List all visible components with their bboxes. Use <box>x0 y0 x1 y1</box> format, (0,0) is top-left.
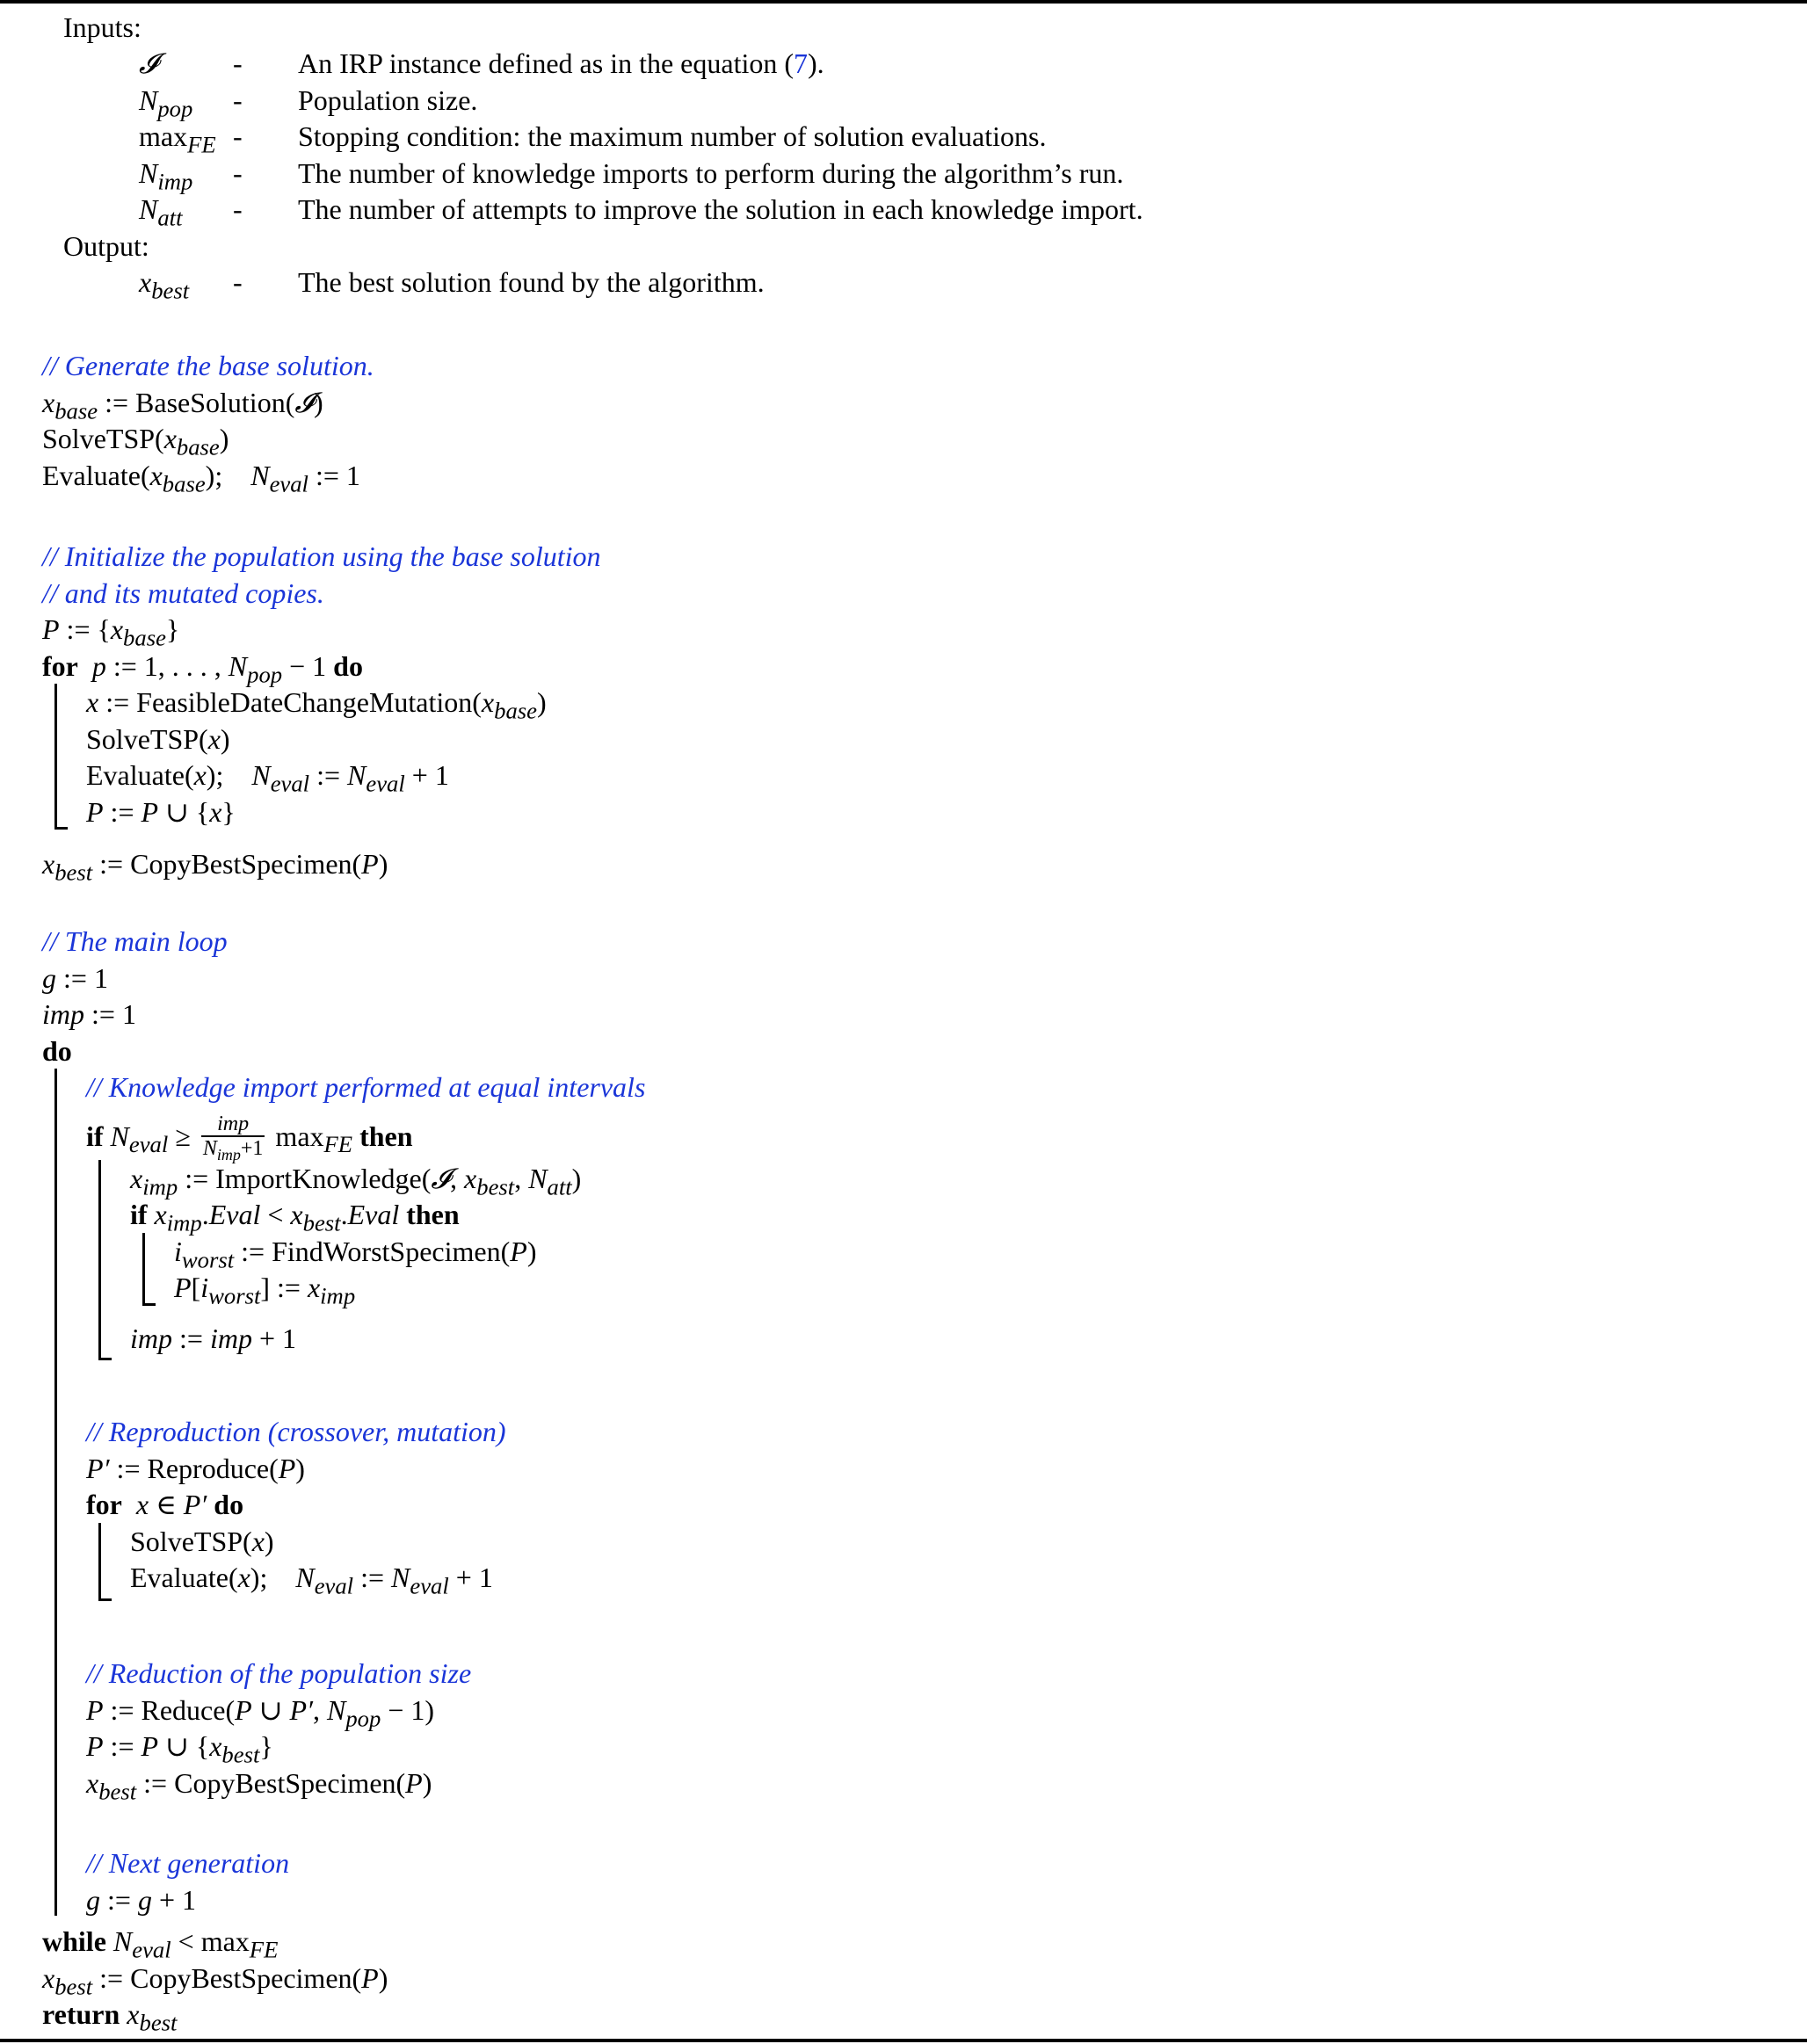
block-bar <box>98 1160 101 1360</box>
comment-knowledge-import: // Knowledge import performed at equal intervals <box>86 1071 646 1103</box>
param-desc: An IRP instance defined as in the equation (7). <box>298 47 824 79</box>
algo-line: Evaluate(x); $N_{eval}$ := $N_{eval} + 1$ <box>130 1562 493 1599</box>
algo-line: $P[i_{worst}]$ := $x_{imp}$ <box>174 1272 356 1309</box>
algo-line: $x_{best}$ := CopyBestSpecimen(P) <box>42 848 388 886</box>
algo-line: P′ := Reproduce(P) <box>86 1453 305 1484</box>
comment-init-population: // Initialize the population using the base solution <box>42 540 601 572</box>
algo-line: Evaluate(x); $N_{eval}$ := $N_{eval} + 1$ <box>86 759 449 797</box>
param-dash: - <box>233 47 243 79</box>
algo-line: $SolveTSP(x_{base})$ <box>42 423 229 460</box>
block-bar-end <box>54 827 68 830</box>
param-row: $N_{att}$ <box>139 193 183 231</box>
algo-line: $x_{imp}$ := ImportKnowledge(𝓘, $x_{best}$, $N_{att}$) <box>130 1163 582 1200</box>
output-label: Output: <box>63 230 149 262</box>
algo-line: do <box>42 1035 72 1067</box>
comment-reproduction: // Reproduction (crossover, mutation) <box>86 1416 506 1447</box>
param-row: $N_{imp}$ <box>139 157 193 195</box>
top-rule <box>0 0 1807 4</box>
block-bar <box>54 684 57 830</box>
algo-line: SolveTSP(x) <box>130 1526 274 1557</box>
algo-line: imp := 1 <box>42 998 136 1030</box>
param-row: $N_{pop}$ <box>139 84 193 122</box>
comment-base-solution: // Generate the base solution. <box>42 350 374 381</box>
equation-ref-link[interactable]: 7 <box>794 47 808 79</box>
algo-line: P := $\{x_{base}\}$ <box>42 613 180 651</box>
param-row: 𝓘 <box>139 47 158 79</box>
param-dash: - <box>233 84 243 116</box>
bottom-rule <box>0 2039 1807 2042</box>
algo-line: $i_{worst}$ := FindWorstSpecimen(P) <box>174 1236 537 1273</box>
param-desc: Population size. <box>298 84 478 116</box>
algo-line: g := g + 1 <box>86 1884 196 1916</box>
param-desc: Stopping condition: the maximum number of solution evaluations. <box>298 120 1047 152</box>
output-dash: - <box>233 266 243 298</box>
algo-line: $x_{base}$ := BaseSolution(𝓘) <box>42 387 323 424</box>
param-dash: - <box>233 157 243 189</box>
block-bar-end <box>142 1303 156 1306</box>
algo-line: P := P ∪ $\{x_{best}\}$ <box>86 1730 273 1768</box>
algo-line: P := P ∪ {x} <box>86 796 236 828</box>
algo-line: SolveTSP(x) <box>86 723 230 755</box>
algo-line: return $x_{best}$ <box>42 1998 178 2036</box>
param-dash: - <box>233 193 243 225</box>
algo-line: if $N_{eval}$ ≥ $\frac{\text{imp}}{N_{imp}+1}$ $\max_{FE}$ then <box>86 1113 413 1149</box>
comment-next-generation: // Next generation <box>86 1847 290 1879</box>
comment-reduction: // Reduction of the population size <box>86 1657 472 1689</box>
algo-line: g := 1 <box>42 962 108 994</box>
param-dash: - <box>233 120 243 152</box>
block-bar <box>142 1233 145 1306</box>
param-desc: The number of knowledge imports to perform during the algorithm’s run. <box>298 157 1124 189</box>
algo-line: imp := imp + 1 <box>130 1323 296 1354</box>
algo-line: for p := 1, . . . , $N_{pop} - 1$ do <box>42 650 363 688</box>
algo-line: for x ∈ P′ do <box>86 1489 244 1520</box>
algo-line: if $x_{imp}.Eval$ < $x_{best}.Eval$ then <box>130 1199 460 1236</box>
block-bar <box>98 1523 101 1601</box>
block-bar-end <box>98 1358 112 1360</box>
algo-line: $Evaluate(x_{base})$; $N_{eval}$ := 1 <box>42 460 360 497</box>
algo-line: $x_{best}$ := CopyBestSpecimen(P) <box>42 1962 388 2000</box>
param-desc: The number of attempts to improve the solution in each knowledge import. <box>298 193 1143 225</box>
import-fraction: $\frac{\text{imp}}{N_{imp}+1}$ <box>202 1113 264 1163</box>
block-bar-end <box>98 1598 112 1601</box>
algo-line: while $N_{eval} < \max_{FE}$ <box>42 1925 279 1963</box>
output-row: $x_{best}$ <box>139 266 190 304</box>
param-row: $\max_{FE}$ <box>139 120 216 158</box>
algo-line: $x_{best}$ := CopyBestSpecimen(P) <box>86 1767 432 1805</box>
comment-main-loop: // The main loop <box>42 925 228 957</box>
algo-line: x := $FeasibleDateChangeMutation(x_{base})$ <box>86 686 547 724</box>
comment-init-population-2: // and its mutated copies. <box>42 577 324 609</box>
inputs-label: Inputs: <box>63 11 142 43</box>
output-desc: The best solution found by the algorithm. <box>298 266 765 298</box>
algo-line: P := Reduce(P ∪ P′, $N_{pop} - 1$) <box>86 1694 435 1732</box>
block-bar <box>54 1069 57 1916</box>
